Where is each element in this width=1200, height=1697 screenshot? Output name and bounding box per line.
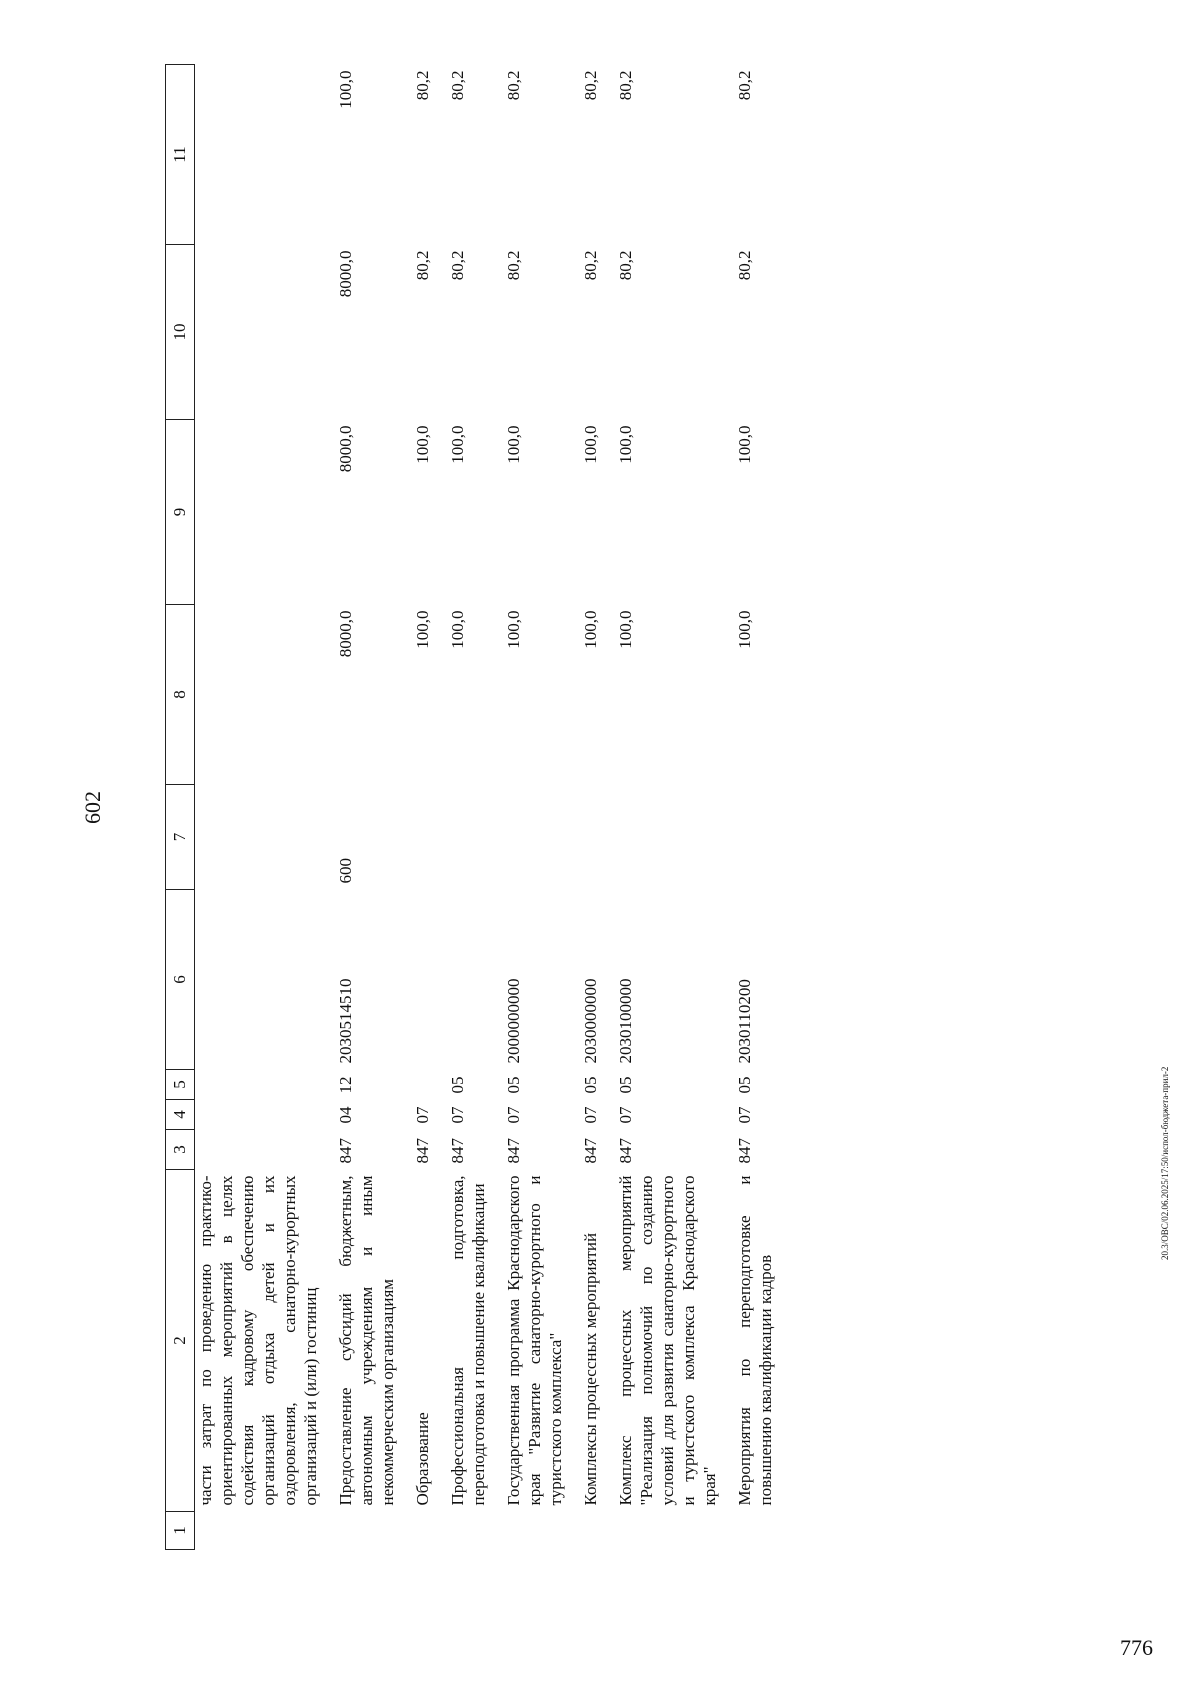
cell-col11: 80,2	[504, 70, 523, 101]
cell-col9: 100,0	[504, 425, 523, 464]
cell-col11: 80,2	[735, 70, 754, 101]
cell-col10: 80,2	[616, 250, 635, 281]
cell-col1	[195, 1512, 322, 1550]
cell-section: 07	[735, 1106, 754, 1124]
cell-subsection	[398, 1070, 433, 1100]
cell-col1	[433, 1512, 489, 1550]
cell-col10	[195, 245, 322, 420]
cell-col9: 100,0	[581, 425, 600, 464]
column-number-row	[166, 65, 195, 1550]
col-header-8: 8	[166, 605, 195, 785]
cell-admin: 847	[735, 1138, 754, 1164]
cell-name: Комплекс процессных мероприятий "Реализация полномочий по созданию условий для развития санаторно-курортного и туристского комплекса Краснодарского края"	[616, 1175, 719, 1506]
cell-col10: 80,2	[413, 250, 432, 281]
cell-subsection: 05	[616, 1076, 635, 1094]
cell-col9: 100,0	[735, 425, 754, 464]
cell-subsection: 05	[504, 1076, 523, 1094]
cell-section	[195, 1100, 322, 1130]
cell-expense-type	[195, 785, 322, 890]
cell-col8: 100,0	[735, 610, 754, 649]
cell-col9: 8000,0	[336, 425, 355, 473]
cell-section: 07	[581, 1106, 600, 1124]
table-row	[321, 65, 398, 1550]
cell-col10: 80,2	[504, 250, 523, 281]
cell-col10: 8000,0	[336, 250, 355, 298]
cell-subsection: 05	[735, 1076, 754, 1094]
table-row	[398, 65, 433, 1550]
cell-col8: 100,0	[581, 610, 600, 649]
cell-target-article: 2030110200	[735, 979, 754, 1064]
cell-col1	[489, 1512, 566, 1550]
cell-col10: 80,2	[735, 250, 754, 281]
cell-admin: 847	[448, 1138, 467, 1164]
cell-col8: 8000,0	[336, 610, 355, 658]
cell-section: 07	[413, 1106, 432, 1124]
col-header-5: 5	[166, 1070, 195, 1100]
cell-section: 07	[616, 1106, 635, 1124]
cell-col11	[195, 65, 322, 245]
col-header-3: 3	[166, 1130, 195, 1170]
cell-name: Комплексы процессных мероприятий	[581, 1232, 600, 1506]
cell-expense-type	[601, 785, 720, 890]
budget-table	[165, 64, 776, 1550]
table-row	[489, 65, 566, 1550]
cell-expense-type	[489, 785, 566, 890]
cell-section: 07	[448, 1106, 467, 1124]
cell-col1	[601, 1512, 720, 1550]
col-header-6: 6	[166, 890, 195, 1070]
cell-admin: 847	[581, 1138, 600, 1164]
cell-target-article: 2030100000	[616, 978, 635, 1064]
col-header-7: 7	[166, 785, 195, 890]
cell-col9: 100,0	[616, 425, 635, 464]
cell-name: Предоставление субсидий бюджетным, автономным учреждениям и иным некоммерческим организациям	[336, 1175, 397, 1506]
footer-code-text: 20.3/ОВС/02.06.2025/17:50/испол-бюджета-прил-2	[1160, 1066, 1170, 1260]
cell-col8: 100,0	[448, 610, 467, 649]
cell-admin: 847	[504, 1138, 523, 1164]
col-header-2: 2	[166, 1170, 195, 1512]
cell-col8	[195, 605, 322, 785]
cell-col9	[195, 420, 322, 605]
table-row	[720, 65, 776, 1550]
cell-subsection: 12	[336, 1076, 355, 1094]
cell-target-article	[398, 890, 433, 1070]
cell-target-article: 2030514510	[336, 978, 355, 1064]
col-header-4: 4	[166, 1100, 195, 1130]
cell-col10: 80,2	[448, 250, 467, 281]
table-row	[195, 65, 322, 1550]
cell-col9: 100,0	[413, 425, 432, 464]
cell-expense-type: 600	[336, 858, 355, 884]
cell-col11: 80,2	[448, 70, 467, 101]
cell-col11: 80,2	[616, 70, 635, 101]
col-header-10: 10	[166, 245, 195, 420]
cell-admin: 847	[413, 1138, 432, 1164]
cell-col1	[566, 1512, 601, 1550]
col-header-1: 1	[166, 1512, 195, 1550]
cell-section: 04	[336, 1106, 355, 1124]
cell-subsection: 05	[448, 1076, 467, 1094]
cell-target-article: 2000000000	[504, 978, 523, 1064]
rotated-page-content	[80, 65, 1055, 1550]
col-header-9: 9	[166, 420, 195, 605]
cell-expense-type	[433, 785, 489, 890]
cell-expense-type	[566, 785, 601, 890]
table-row	[433, 65, 489, 1550]
cell-name: части затрат по проведению практико-ориентированных мероприятий в целях содействия кадровому обеспечению организаций отдыха детей и их оздоровления, санаторно-курортных организаций и (или) гостиниц	[196, 1175, 320, 1506]
cell-col9: 100,0	[448, 425, 467, 464]
page-number: 602	[80, 791, 105, 824]
cell-col11: 80,2	[413, 70, 432, 101]
cell-col1	[720, 1512, 776, 1550]
cell-col11: 80,2	[581, 70, 600, 101]
cell-target-article: 2030000000	[581, 978, 600, 1064]
cell-subsection: 05	[581, 1076, 600, 1094]
cell-admin: 847	[336, 1138, 355, 1164]
cell-col8: 100,0	[504, 610, 523, 649]
cell-col1	[321, 1512, 398, 1550]
cell-expense-type	[720, 785, 776, 890]
cell-target-article	[195, 890, 322, 1070]
side-page-number: 776	[1120, 1635, 1153, 1660]
table-row	[566, 65, 601, 1550]
cell-name: Профессиональная подготовка, переподготовка и повышение квалификации	[448, 1175, 488, 1506]
cell-name: Образование	[413, 1412, 432, 1506]
cell-subsection	[195, 1070, 322, 1100]
cell-col10: 80,2	[581, 250, 600, 281]
cell-col11: 100,0	[336, 70, 355, 109]
cell-col1	[398, 1512, 433, 1550]
cell-name: Мероприятия по переподготовке и повышению квалификации кадров	[735, 1175, 775, 1506]
cell-section: 07	[504, 1106, 523, 1124]
cell-col8: 100,0	[413, 610, 432, 649]
cell-name: Государственная программа Краснодарского края "Развитие санаторно-курортного и туристского комплекса"	[504, 1175, 565, 1506]
table-row	[601, 65, 720, 1550]
cell-admin	[195, 1130, 322, 1170]
cell-col8: 100,0	[616, 610, 635, 649]
cell-admin: 847	[616, 1138, 635, 1164]
col-header-11: 11	[166, 65, 195, 245]
cell-target-article	[433, 890, 489, 1070]
cell-expense-type	[398, 785, 433, 890]
